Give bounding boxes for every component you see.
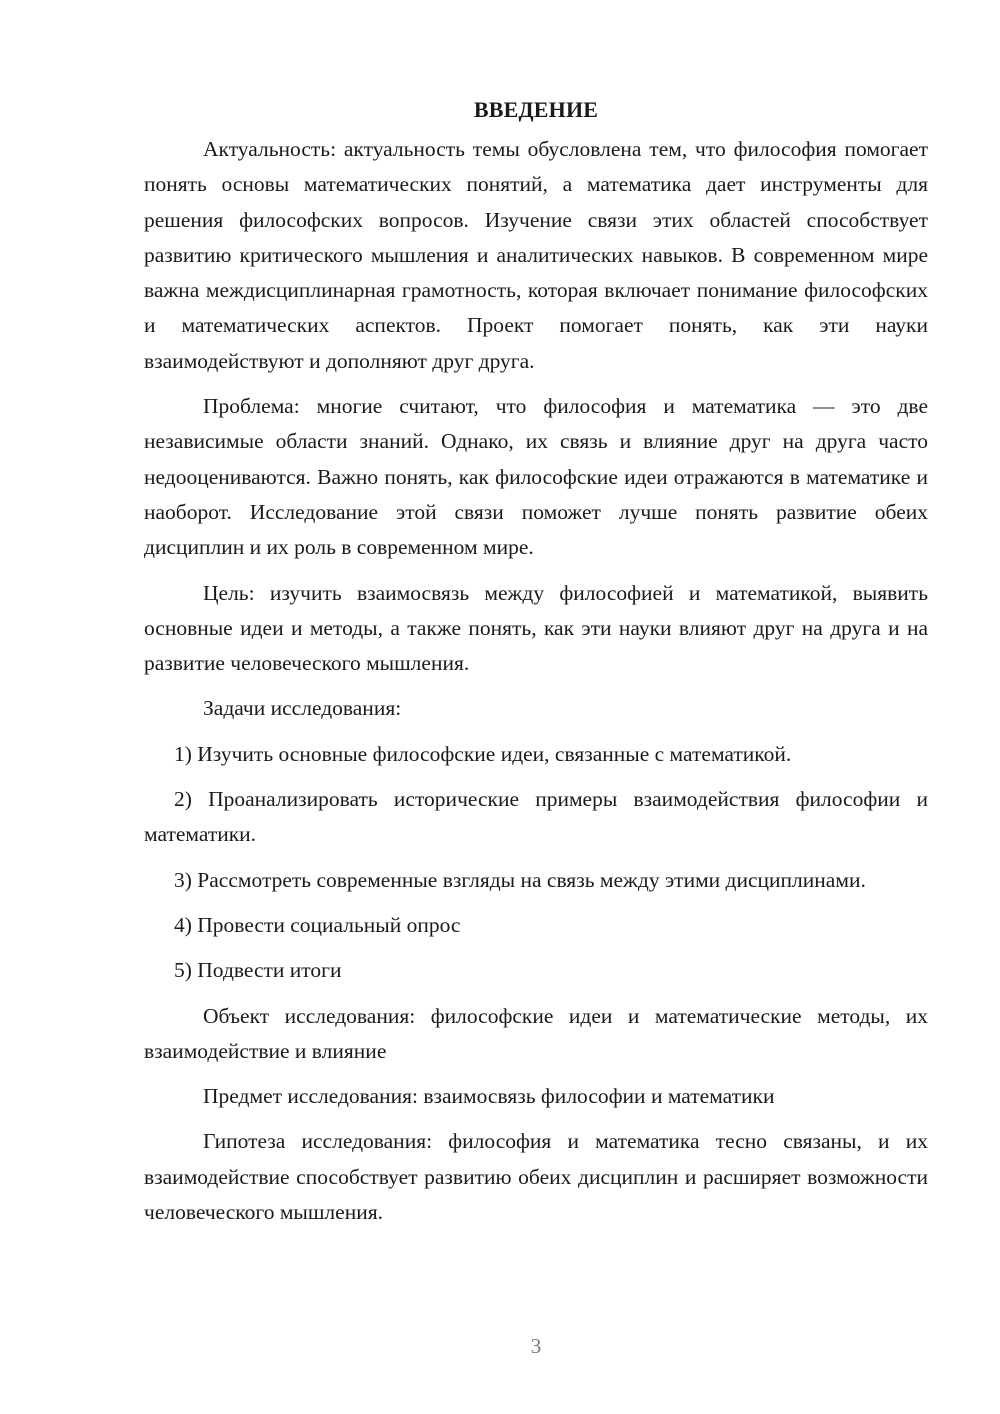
paragraph-goal: Цель: изучить взаимосвязь между философией и математикой, выявить основные идеи и методы, а также понять, как эти науки влияют друг на друга и на развитие человеческого мышления.	[144, 580, 928, 676]
paragraph-object: Объект исследования: философские идеи и математические методы, их взаимодействие и влияние	[144, 1003, 928, 1063]
task-item-4: 4) Провести социальный опрос	[174, 912, 461, 937]
page-content	[144, 96, 928, 1240]
tasks-heading: Задачи исследования:	[203, 696, 402, 721]
task-item-1: 1) Изучить основные философские идеи, связанные с математикой.	[174, 741, 792, 766]
paragraph-hypothesis: Гипотеза исследования: философия и математика тесно связаны, и их взаимодействие способствует развитию обеих дисциплин и расширяет возможности человеческого мышления.	[144, 1129, 928, 1225]
paragraph-problem: Проблема: многие считают, что философия и математика — это две независимые области знаний. Однако, их связь и влияние друг на друга часто недооцениваются. Важно понять, как философские идеи отражаются в математике и наоборот. Исследование этой связи поможет лучше понять развитие обеих дисциплин и их роль в современном мире.	[144, 394, 928, 560]
task-item-5: 5) Подвести итоги	[174, 958, 342, 983]
paragraph-relevance: Актуальность: актуальность темы обусловлена тем, что философия помогает понять основы математических понятий, а математика дает инструменты для решения философских вопросов. Изучение связи этих областей способствует развитию критического мышления и аналитических навыков. В современном мире важна междисциплинарная грамотность, которая включает понимание философских и математических аспектов. Проект помогает понять, как эти науки взаимодействуют и дополняют друг друга.	[144, 137, 928, 373]
paragraph-subject: Предмет исследования: взаимосвязь философии и математики	[203, 1084, 775, 1109]
task-item-3: 3) Рассмотреть современные взгляды на связь между этими дисциплинами.	[174, 867, 866, 892]
page-title: ВВЕДЕНИЕ	[473, 97, 599, 122]
page-number: 3	[530, 1334, 542, 1358]
task-item-2: 2) Проанализировать исторические примеры взаимодействия философии и математики.	[144, 787, 928, 847]
